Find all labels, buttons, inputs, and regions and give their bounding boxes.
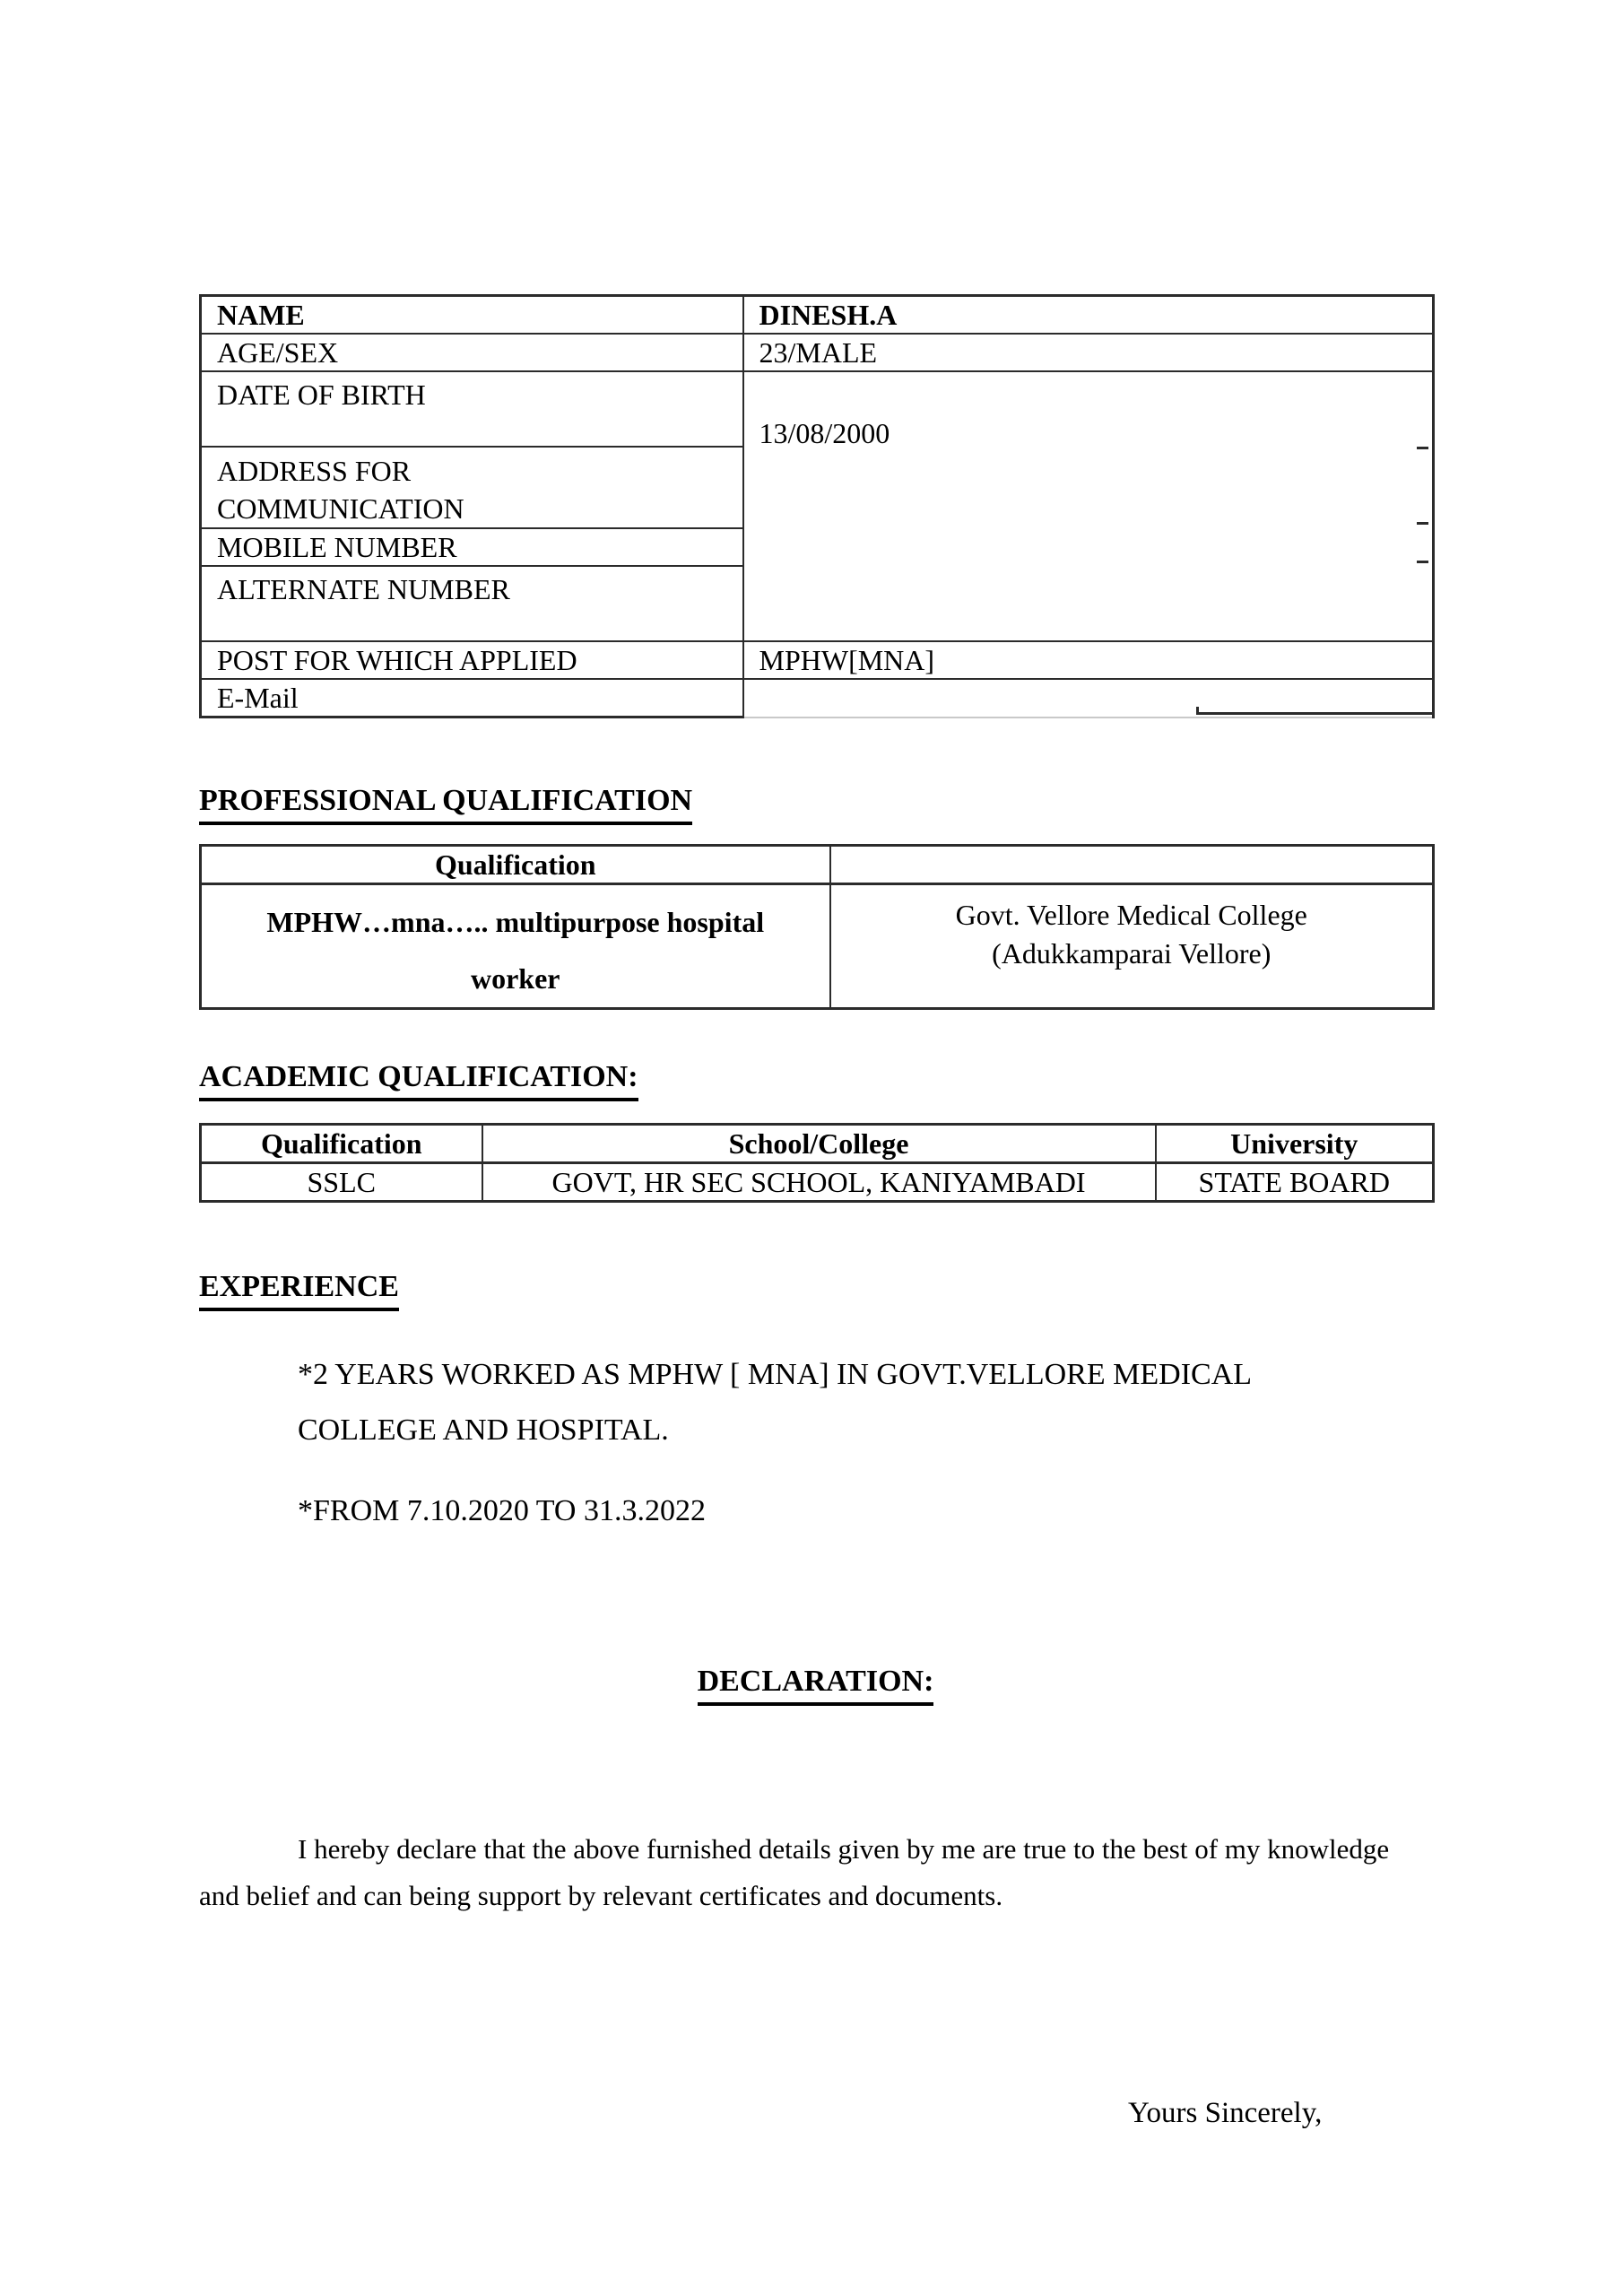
table-row [201, 371, 1434, 447]
row-label-cell: ADDRESS FOR COMMUNICATION [201, 447, 743, 528]
header-cell: Qualification [201, 1125, 482, 1163]
experience-line: *2 YEARS WORKED AS MPHW [ MNA] IN GOVT.VELLORE MEDICAL [298, 1358, 1253, 1391]
row-label-cell: POST FOR WHICH APPLIED [201, 641, 743, 679]
row-value-cell-merged: 13/08/2000 [743, 371, 1434, 641]
row-label-cell: NAME [201, 296, 743, 335]
table-row [201, 884, 1434, 1009]
heading-text: DECLARATION: [698, 1665, 934, 1706]
row-value-cell: MPHW[MNA] [743, 641, 1434, 679]
heading-text: EXPERIENCE [199, 1270, 399, 1311]
header-cell: University [1156, 1125, 1434, 1163]
qualification-line: worker [470, 962, 560, 995]
school-college-cell: GOVT, HR SEC SCHOOL, KANIYAMBADI [482, 1163, 1156, 1202]
border-tick-artifact [1417, 561, 1428, 563]
heading-text: ACADEMIC QUALIFICATION: [199, 1060, 638, 1101]
header-cell-empty [830, 846, 1434, 884]
table-row [201, 641, 1434, 679]
row-label-cell: AGE/SEX [201, 334, 743, 371]
table-header-row [201, 1125, 1434, 1163]
row-value-cell: DINESH.A [743, 296, 1434, 335]
row-label-cell: E-Mail [201, 679, 743, 718]
table-row [201, 1163, 1434, 1202]
professional-qualification-heading [199, 784, 692, 825]
institution-line: (Adukkamparai Vellore) [992, 937, 1271, 970]
qualification-cell [201, 884, 830, 1009]
table-row [201, 296, 1434, 335]
border-fragment-artifact [1196, 712, 1432, 715]
row-label-cell: MOBILE NUMBER [201, 528, 743, 566]
experience-line: *FROM 7.10.2020 TO 31.3.2022 [298, 1494, 706, 1527]
professional-qualification-table [199, 844, 1435, 1010]
row-label-cell: ALTERNATE NUMBER [201, 566, 743, 641]
header-cell: School/College [482, 1125, 1156, 1163]
border-fragment-artifact [1196, 707, 1199, 715]
row-value-cell: 23/MALE [743, 334, 1434, 371]
table-header-row [201, 846, 1434, 884]
row-label-cell: DATE OF BIRTH [201, 371, 743, 447]
qualification-line: MPHW…mna….. multipurpose hospital [266, 906, 765, 938]
border-tick-artifact [1417, 447, 1428, 449]
declaration-heading [199, 1665, 1432, 1706]
academic-qualification-table [199, 1123, 1435, 1203]
institution-line: Govt. Vellore Medical College [955, 899, 1307, 931]
border-tick-artifact [1417, 522, 1428, 525]
experience-line: COLLEGE AND HOSPITAL. [298, 1413, 669, 1447]
closing-salutation: Yours Sincerely, [1128, 2097, 1323, 2129]
university-cell: STATE BOARD [1156, 1163, 1434, 1202]
declaration-paragraph: I hereby declare that the above furnished details given by me are true to the best of my knowledge and belief and can being support by relevant certificates and documents. [199, 1833, 1390, 1911]
header-cell: Qualification [201, 846, 830, 884]
qualification-cell: SSLC [201, 1163, 482, 1202]
institution-cell [830, 884, 1434, 1009]
personal-details-table [199, 294, 1432, 719]
experience-heading [199, 1270, 399, 1311]
heading-text: PROFESSIONAL QUALIFICATION [199, 784, 692, 825]
academic-qualification-heading [199, 1060, 638, 1101]
table-row [201, 334, 1434, 371]
